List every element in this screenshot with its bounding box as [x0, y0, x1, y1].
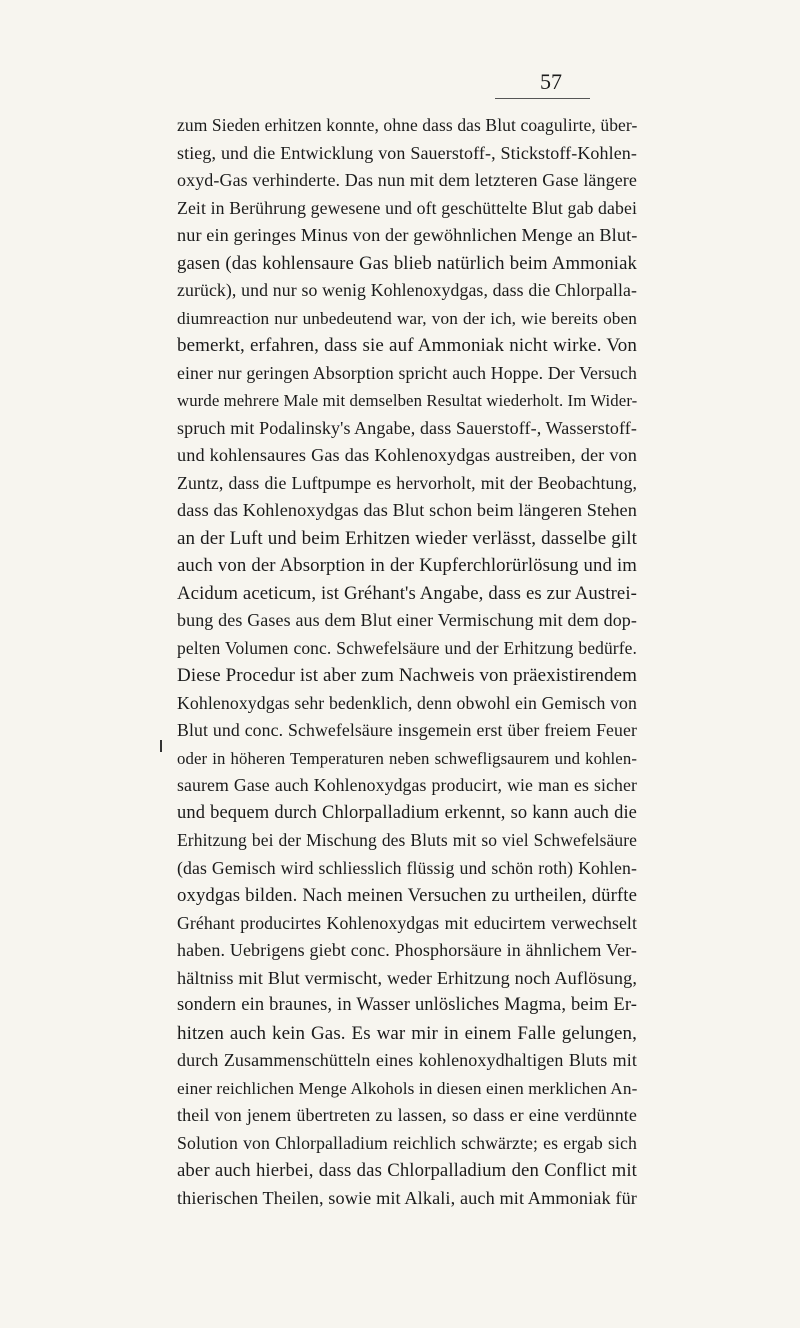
text-line: einer nur geringen Absorption spricht auch Hoppe. Der Versuch — [177, 362, 637, 383]
text-line: Zuntz, dass die Luftpumpe es hervorholt, mit der Beobachtung, — [177, 472, 637, 493]
text-line: dass das Kohlenoxydgas das Blut schon beim längeren Stehen — [177, 500, 637, 520]
body-text — [177, 112, 637, 1212]
text-line: diumreaction nur unbedeutend war, von der ich, wie bereits oben — [177, 308, 637, 328]
text-line: (das Gemisch wird schliesslich flüssig und schön roth) Kohlen- — [177, 857, 637, 878]
text-line: Gréhant producirtes Kohlenoxydgas mit educirtem verwechselt — [177, 912, 637, 933]
text-line: auch von der Absorption in der Kupferchlorürlösung und im — [177, 555, 637, 576]
text-line: hältniss mit Blut vermischt, weder Erhitzung noch Auflösung, — [177, 967, 637, 988]
text-line: bung des Gases aus dem Blut einer Vermischung mit dem dop- — [177, 610, 637, 630]
text-line: einer reichlichen Menge Alkohols in diesen einen merklichen An- — [177, 1078, 638, 1098]
text-line: Erhitzung bei der Mischung des Bluts mit so viel Schwefelsäure — [177, 830, 637, 850]
text-line: gasen (das kohlensaure Gas blieb natürlich beim Ammoniak — [177, 252, 637, 274]
text-line: wurde mehrere Male mit demselben Resultat wiederholt. Im Wider- — [177, 391, 638, 410]
text-line: oder in höheren Temperaturen neben schwefligsaurem und kohlen- — [177, 748, 637, 768]
text-line: saurem Gase auch Kohlenoxydgas producirt, wie man es sicher — [177, 775, 637, 795]
text-line: und bequem durch Chlorpalladium erkennt, so kann auch die — [177, 802, 637, 823]
text-line: sondern ein braunes, in Wasser unlösliches Magma, beim Er- — [177, 995, 637, 1015]
text-line: Solution von Chlorpalladium reichlich schwärzte; es ergab sich — [177, 1132, 637, 1153]
text-line: zum Sieden erhitzen konnte, ohne dass das Blut coagulirte, über- — [177, 115, 638, 135]
text-line: bemerkt, erfahren, dass sie auf Ammoniak nicht wirke. Von — [177, 335, 637, 356]
text-line: nur ein geringes Minus von der gewöhnlichen Menge an Blut- — [177, 225, 638, 245]
text-line: oxydgas bilden. Nach meinen Versuchen zu urtheilen, dürfte — [177, 885, 637, 906]
text-line: Kohlenoxydgas sehr bedenklich, denn obwohl ein Gemisch von — [177, 692, 637, 713]
text-line: haben. Uebrigens giebt conc. Phosphorsäure in ähnlichem Ver- — [177, 940, 637, 960]
text-line: thierischen Theilen, sowie mit Alkali, auch mit Ammoniak für — [177, 1187, 637, 1208]
margin-mark — [160, 740, 162, 752]
text-line: und kohlensaures Gas das Kohlenoxydgas austreiben, der von — [177, 445, 637, 465]
text-line: spruch mit Podalinsky's Angabe, dass Sauerstoff-, Wasserstoff- — [177, 417, 637, 438]
text-line: durch Zusammenschütteln eines kohlenoxydhaltigen Bluts mit — [177, 1050, 637, 1070]
text-line: aber auch hierbei, dass das Chlorpalladium den Conflict mit — [177, 1160, 637, 1181]
page-number: 57 — [540, 69, 562, 94]
text-line: stieg, und die Entwicklung von Sauerstoff-, Stickstoff-Kohlen- — [177, 142, 637, 163]
text-line: zurück), und nur so wenig Kohlenoxydgas, dass die Chlorpalla- — [177, 280, 637, 300]
text-line: pelten Volumen conc. Schwefelsäure und der Erhitzung bedürfe. — [177, 637, 637, 658]
text-line: Diese Procedur ist aber zum Nachweis von präexistirendem — [177, 665, 637, 686]
text-line: oxyd-Gas verhinderte. Das nun mit dem letzteren Gase längere — [177, 170, 637, 190]
text-line: an der Luft und beim Erhitzen wieder verlässt, dasselbe gilt — [177, 527, 637, 549]
header-rule — [495, 98, 590, 99]
text-line: hitzen auch kein Gas. Es war mir in einem Falle gelungen, — [177, 1022, 637, 1044]
text-line: Blut und conc. Schwefelsäure insgemein erst über freiem Feuer — [177, 720, 637, 740]
text-line: theil von jenem übertreten zu lassen, so dass er eine verdünnte — [177, 1105, 637, 1125]
text-line: Zeit in Berührung gewesene und oft geschüttelte Blut gab dabei — [177, 197, 637, 218]
text-line: Acidum aceticum, ist Gréhant's Angabe, dass es zur Austrei- — [177, 582, 637, 604]
